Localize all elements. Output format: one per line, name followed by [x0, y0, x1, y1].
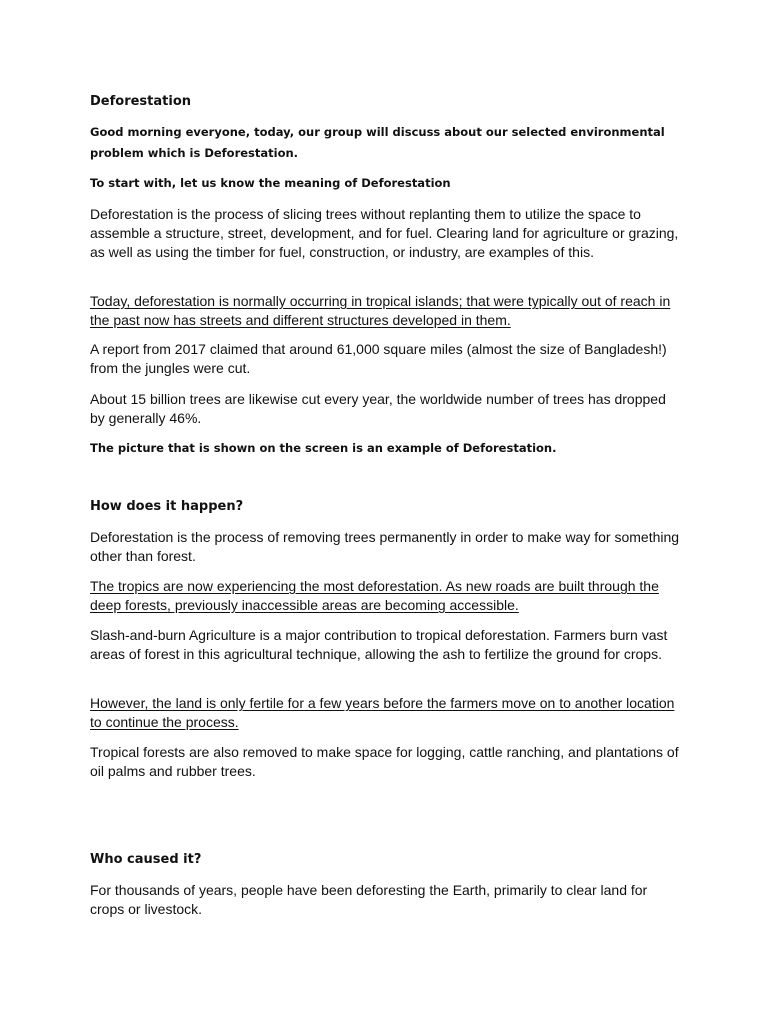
who-heading: Who caused it? [90, 852, 202, 867]
report-paragraph: A report from 2017 claimed that around 61,000 square miles (almost the size of Bangladesh!) from the jungles were cut. [90, 341, 667, 376]
how-heading: How does it happen? [90, 499, 244, 514]
start-paragraph: To start with, let us know the meaning of Deforestation [90, 176, 451, 190]
picture-paragraph: The picture that is shown on the screen is an example of Deforestation. [90, 441, 557, 455]
slash-and-burn-paragraph: Slash-and-burn Agriculture is a major contribution to tropical deforestation. Farmers burn vast areas of forest in this agricultural technique, allowing the ash to fertilize the ground for crops. [90, 627, 668, 662]
thousands-paragraph: For thousands of years, people have been deforesting the Earth, primarily to clear land for crops or livestock. [90, 882, 648, 917]
meaning-paragraph: Deforestation is the process of slicing trees without replanting them to utilize the space to assemble a structure, street, development, and for fuel. Clearing land for agriculture or grazing, as well as using the timber for fuel, construction, or industry, are examples of this. [90, 206, 679, 260]
however-paragraph: However, the land is only fertile for a few years before the farmers move on to another location to continue the process. [90, 695, 675, 730]
removing-paragraph: Deforestation is the process of removing trees permanently in order to make way for something other than forest. [90, 529, 680, 564]
intro-paragraph: Good morning everyone, today, our group will discuss about our selected environmental problem which is Deforestation. [90, 125, 665, 160]
today-paragraph: Today, deforestation is normally occurring in tropical islands; that were typically out of reach in the past now has streets and different structures developed in them. [90, 293, 671, 328]
document-title: Deforestation [90, 94, 192, 109]
logging-paragraph: Tropical forests are also removed to make space for logging, cattle ranching, and plantations of oil palms and rubber trees. [90, 744, 679, 779]
billion-trees-paragraph: About 15 billion trees are likewise cut every year, the worldwide number of trees has dropped by generally 46%. [90, 391, 666, 426]
tropics-paragraph: The tropics are now experiencing the most deforestation. As new roads are built through the deep forests, previously inaccessible areas are becoming accessible. [90, 578, 659, 613]
